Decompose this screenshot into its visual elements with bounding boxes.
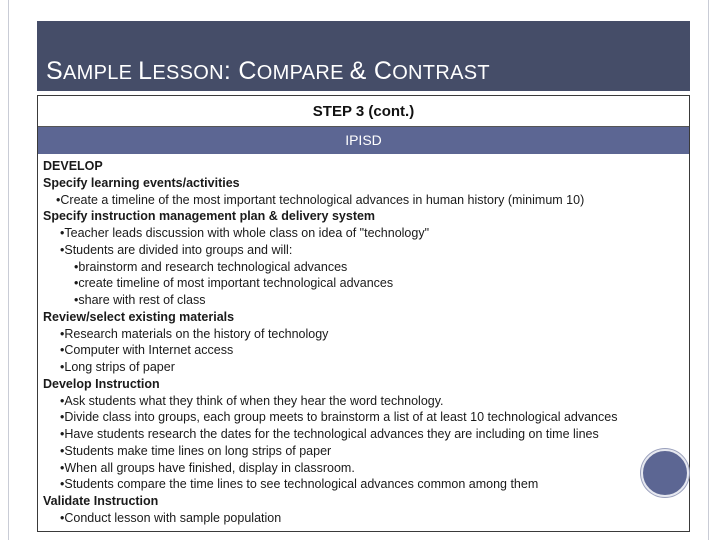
bullet-item: •Have students research the dates for the technological advances they are including on time lines [60, 427, 599, 441]
left-border-rule [8, 0, 9, 540]
bullet-item: •Ask students what they think of when they hear the word technology. [60, 393, 444, 408]
decorative-circle [641, 449, 689, 497]
bullet-item: •Research materials on the history of technology [60, 326, 329, 341]
lesson-content [43, 158, 688, 527]
bullet-item: •Divide class into groups, each group meets to brainstorm a list of at least 10 technological advances [60, 410, 618, 425]
bullet-item: •Students make time lines on long strips of paper [60, 443, 332, 458]
right-border-rule [708, 0, 709, 540]
step-heading: STEP 3 (cont.) [38, 96, 689, 127]
section-heading: Develop Instruction [43, 376, 160, 391]
title-part: L [138, 57, 153, 85]
title-part: AMPLE [62, 62, 139, 84]
section-heading: Specify instruction management plan & delivery system [43, 209, 376, 224]
bullet-item: •Students compare the time lines to see technological advances common among them [60, 477, 539, 492]
title-part: C [238, 57, 257, 85]
bullet-item: •create timeline of most important technological advances [74, 276, 394, 291]
bullet-item: •share with rest of class [74, 293, 206, 307]
bullet-item: •Create a timeline of the most important technological advances in human history (minimum 10) [56, 192, 585, 207]
bullet-item: •When all groups have finished, display in classroom. [60, 460, 355, 475]
title-part: ONTRAST [392, 62, 490, 84]
bullet-item: •Students are divided into groups and will: [60, 242, 293, 257]
org-label: IPISD [38, 127, 689, 154]
bullet-item: •brainstorm and research technological advances [74, 259, 348, 274]
title-part: S [46, 57, 63, 85]
bullet-item: •Conduct lesson with sample population [60, 510, 282, 525]
bullet-item: •Teacher leads discussion with whole class on idea of "technology" [60, 226, 430, 240]
bullet-item: •Computer with Internet access [60, 343, 234, 358]
title-part: & C [349, 57, 393, 85]
title-part: : [223, 57, 239, 85]
section-heading: Validate Instruction [43, 494, 159, 508]
title-part: ESSON [152, 62, 224, 84]
lesson-table [37, 95, 690, 532]
bullet-item: •Long strips of paper [60, 360, 175, 374]
title-part: OMPARE [256, 62, 350, 84]
section-heading: Specify learning events/activities [43, 175, 240, 190]
section-heading: Review/select existing materials [43, 309, 235, 324]
section-heading: DEVELOP [43, 159, 103, 173]
slide-title [46, 57, 490, 86]
